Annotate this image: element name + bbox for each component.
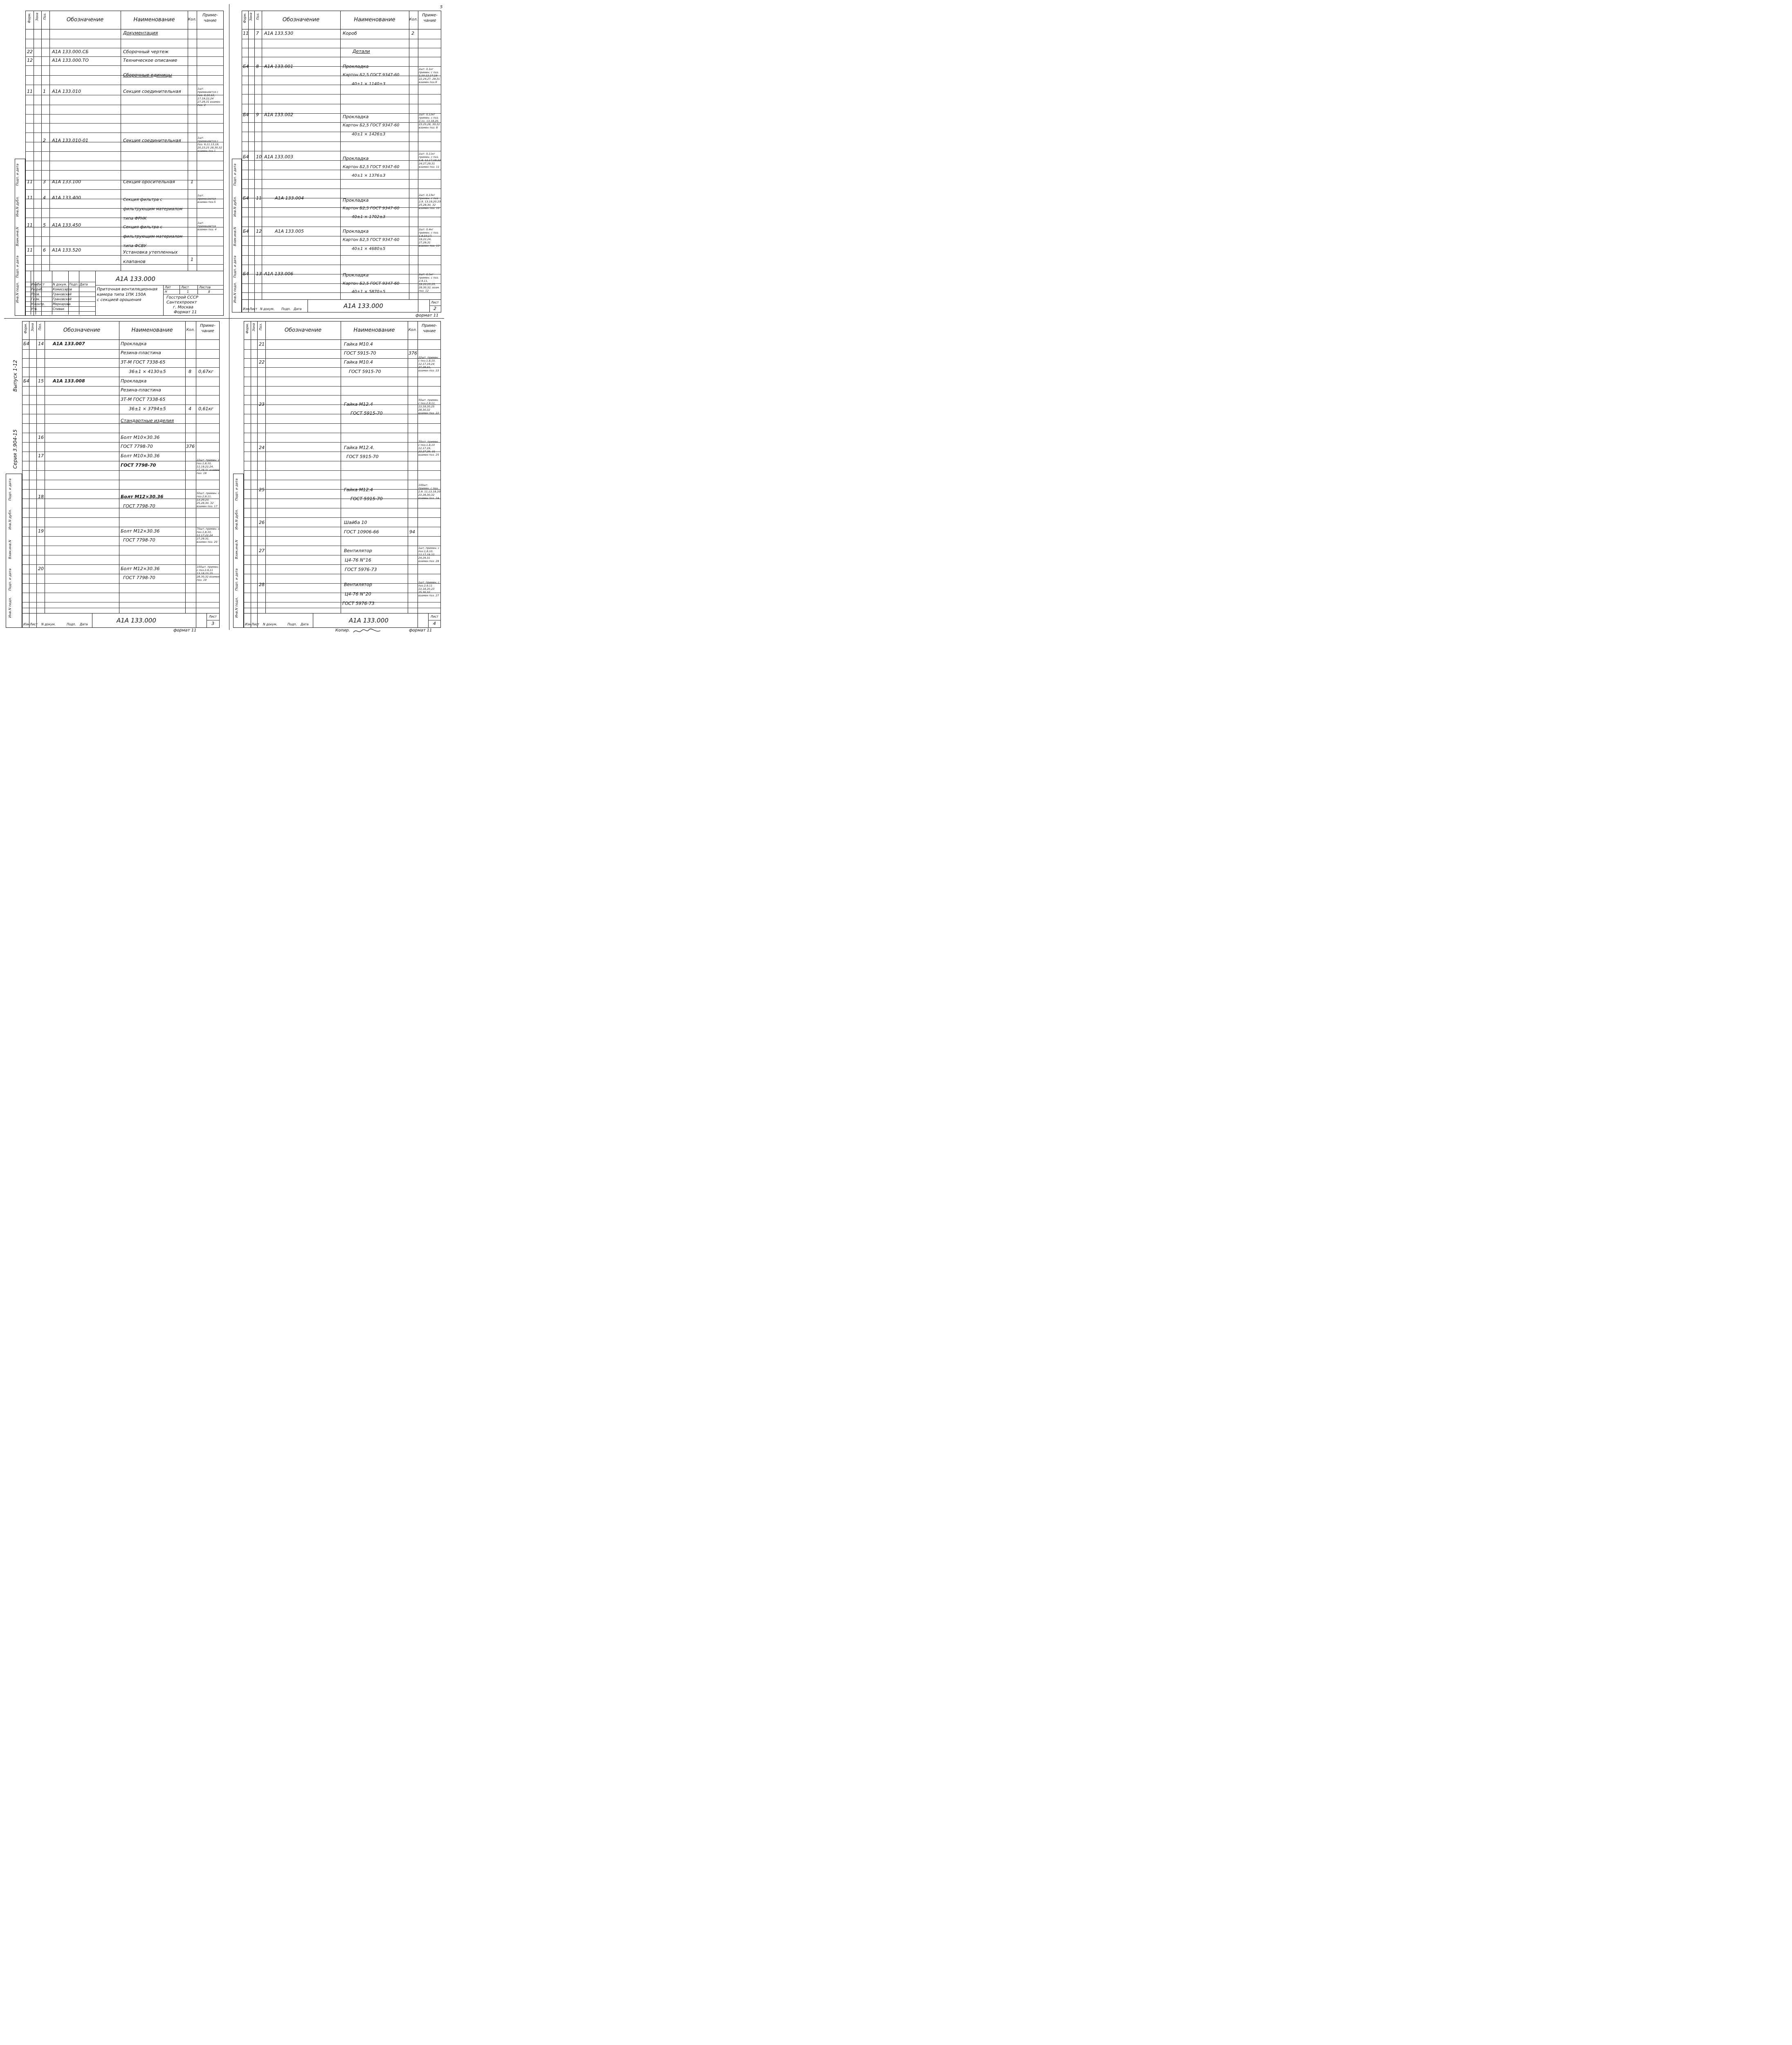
header-note: Приме-чание bbox=[202, 13, 218, 23]
side-label: Взам.инв.N bbox=[8, 540, 12, 559]
row-designation: А1А 133.004 bbox=[275, 196, 304, 201]
row-pos: 23 bbox=[259, 402, 265, 407]
side-label: Инв.N подл. bbox=[16, 282, 19, 303]
row-std: ГОСТ 5915-70 bbox=[344, 351, 376, 356]
row-designation: А1А 133.000.СБ bbox=[52, 49, 89, 54]
row-designation: А1А 133.010 bbox=[52, 89, 81, 94]
row-format: 11 bbox=[27, 222, 33, 228]
row-name: Болт М12×30.36 bbox=[121, 566, 160, 571]
change-header: Лист bbox=[252, 622, 260, 626]
side-label: Подп. и дата bbox=[233, 164, 237, 186]
row-pos: 26 bbox=[259, 520, 265, 525]
series-label: Серия 3.904-15 bbox=[12, 429, 18, 469]
row-material: Картон Б2,5 ГОСТ 9347-60 bbox=[343, 123, 400, 128]
header-qty: Кол. bbox=[186, 328, 195, 332]
sheets-value: 8 bbox=[208, 290, 210, 294]
org-line: Госстрой СССР bbox=[166, 295, 198, 300]
change-header: Лист bbox=[37, 283, 45, 286]
section-standard-items: Стандартные изделия bbox=[121, 418, 174, 423]
side-label: Подп. и дата bbox=[16, 256, 19, 278]
row-designation: А1А 133.006 bbox=[264, 271, 294, 276]
row-qty: 376 bbox=[409, 351, 417, 356]
row-format: Б4 bbox=[23, 341, 29, 346]
row-qty: 1 bbox=[191, 257, 193, 262]
row-std: ГОСТ 5915-70 bbox=[346, 454, 379, 459]
sheet-label: Лист bbox=[209, 615, 217, 618]
row-name: Болт М10×30.36 bbox=[121, 435, 160, 440]
header-qty: Кол. bbox=[409, 18, 418, 22]
row-note: 0,67кг bbox=[198, 369, 213, 374]
row-qty: 94 bbox=[409, 529, 415, 535]
row-std: ГОСТ 7798-70 bbox=[123, 575, 155, 580]
row-name: Прокладка bbox=[343, 229, 369, 234]
row-std: ГОСТ 5976-73 bbox=[345, 567, 377, 572]
row-note: 1шт. применяется взамен поз. 4 bbox=[198, 221, 217, 231]
row-material: Картон Б2,5 ГОСТ 9347-60 bbox=[343, 73, 400, 77]
row-pos: 5 bbox=[43, 222, 46, 228]
side-label: Подп. и дата bbox=[235, 479, 238, 501]
row-name: Гайка М10.4 bbox=[344, 360, 373, 365]
row-std: ГОСТ 7798-70 bbox=[123, 537, 155, 543]
row-size: 40±1 × 1702±3 bbox=[352, 215, 386, 219]
row-material: Картон Б2,5 ГОСТ 9347-60 bbox=[343, 238, 400, 242]
row-pos: 20 bbox=[38, 566, 44, 571]
org-line: г. Москва bbox=[173, 305, 193, 310]
row-material: Картон Б2,5 ГОСТ 9347-60 bbox=[343, 281, 400, 286]
header-note: Приме-чание bbox=[422, 13, 438, 23]
row-std: ГОСТ 5976-73 bbox=[342, 601, 375, 606]
format-label: формат 11 bbox=[409, 628, 432, 633]
row-format: 11 bbox=[27, 89, 33, 94]
side-label: Подп. и дата bbox=[233, 256, 237, 278]
side-label: Инв.N дубл. bbox=[16, 196, 19, 217]
change-header: N докум. bbox=[263, 622, 277, 626]
sheet-label: Лист bbox=[431, 615, 439, 618]
row-pos: 11 bbox=[256, 196, 262, 201]
side-label: Подп. и дата bbox=[8, 479, 12, 501]
sheet-number: 3 bbox=[211, 621, 214, 626]
row-size: 40±1 × 1140±3 bbox=[352, 82, 386, 86]
side-label: Инв.N дубл. bbox=[235, 509, 238, 530]
change-header: Подп. bbox=[67, 622, 76, 626]
row-note: 1шт. применяется с поз. 8,10,12, 17,19,22,24 27,29,31 взамен поз. 2 bbox=[198, 87, 220, 107]
row-designation: А1А 133.008 bbox=[53, 378, 85, 384]
role-label: Н.контр. bbox=[31, 302, 45, 306]
row-designation: А1А 133.530 bbox=[264, 31, 294, 36]
header-format: Форм. bbox=[27, 13, 31, 23]
role-label: Разраб. bbox=[31, 288, 43, 291]
row-name: Прокладка bbox=[343, 64, 369, 69]
row-name: Техническое описание bbox=[123, 58, 177, 63]
description-line: камера типа 1ПК 150А bbox=[97, 292, 146, 297]
row-name: Гайка М12.4 bbox=[344, 402, 373, 407]
row-format: Б4 bbox=[243, 154, 249, 160]
row-name: Прокладка bbox=[343, 198, 369, 203]
row-pos: 13 bbox=[256, 271, 262, 276]
row-note: 1шт. примен. с поз.2,9,11 13,18,20,23 25,30,32 взамен поз. 27 bbox=[418, 581, 440, 597]
row-name: Вентилятор bbox=[344, 548, 372, 553]
header-note: Приме-чание bbox=[422, 324, 437, 333]
section-documentation: Документация bbox=[123, 30, 158, 36]
row-pos: 2 bbox=[43, 138, 46, 143]
row-material: Резина-пластина bbox=[121, 350, 161, 355]
change-header: Подп. bbox=[69, 283, 79, 286]
header-designation: Обозначение bbox=[284, 327, 322, 333]
header-name: Наименование bbox=[133, 17, 175, 23]
change-header: N докум. bbox=[53, 283, 67, 286]
row-pos: 12 bbox=[256, 229, 262, 234]
side-label: Взам.инв.N bbox=[233, 227, 237, 246]
row-name: Установка утепленных клапанов bbox=[123, 249, 178, 264]
row-name: Гайка М12.4 bbox=[344, 487, 373, 492]
row-name: Секция соединительная bbox=[123, 89, 181, 94]
row-std: ГОСТ 7798-70 bbox=[121, 444, 153, 449]
title-block bbox=[26, 271, 223, 315]
side-label: Инв.N подл. bbox=[235, 597, 238, 618]
row-note: 22шт. примен. с поз.1,8,10, 12,19,22,24, 27,29,31 взамен поз. 18 bbox=[197, 458, 220, 475]
row-std: ГОСТ 5915-70 bbox=[350, 496, 383, 501]
row-std: ГОСТ 7798-70 bbox=[121, 463, 156, 468]
role-person: Грановский bbox=[53, 292, 72, 296]
row-note: 2шт. 0,13кг примен. с поз. 2,9, 13,18,20,23 25,28,30, 32 взамен поз. 10 bbox=[419, 193, 441, 210]
row-name: Секция фильтра с фильтрующим материалом типа ФСВУ bbox=[123, 225, 183, 248]
row-pos: 7 bbox=[256, 31, 259, 36]
change-header: Подп. bbox=[281, 307, 291, 311]
section-assembly-units: Сборочные единицы bbox=[123, 72, 172, 78]
doc-code: А1А 133.000 bbox=[117, 617, 156, 624]
row-spec: 3Т-М ГОСТ 7338-65 bbox=[121, 360, 166, 365]
row-note: 1шт. применяется с поз. 9,11,13,18, 20,23,25 28,30,32 взамен поз.1 bbox=[198, 136, 222, 153]
row-note: 100шт. примен. с поз.2,9,11 13,18,23,25 28,30,32 взамен поз. 19 bbox=[197, 565, 220, 582]
role-label: Гл.эк. bbox=[31, 297, 40, 301]
role-person: Меркарова bbox=[53, 302, 71, 306]
row-name: Болт М12×30.36 bbox=[121, 528, 160, 534]
header-zone: Зона bbox=[35, 13, 39, 21]
change-header: Дата bbox=[301, 622, 309, 626]
side-label: Взам.инв.N bbox=[16, 227, 19, 246]
row-format: 11 bbox=[27, 247, 33, 253]
side-label: Инв.N подл. bbox=[233, 282, 237, 303]
sheet-number: 4 bbox=[433, 621, 436, 626]
header-note: Приме-чание bbox=[200, 324, 216, 333]
row-pos: 18 bbox=[38, 494, 44, 499]
change-header: Изм. bbox=[243, 307, 250, 311]
row-pos: 3 bbox=[43, 179, 46, 184]
row-pos: 1 bbox=[43, 89, 46, 94]
header-qty: Кол. bbox=[188, 18, 197, 22]
header-format: Форм. bbox=[24, 323, 27, 334]
header-format: Форм. bbox=[245, 323, 249, 334]
row-spec: 3Т-М ГОСТ 7338-65 bbox=[121, 397, 166, 402]
row-format: Б4 bbox=[243, 112, 249, 117]
row-note: 100шт. примен. с поз. 2,9, 11,13,18,20 23,28,30,32 взамен поз. 24 bbox=[418, 483, 440, 500]
sheet-value: 1 bbox=[187, 290, 189, 294]
row-size: 36±1 × 3794±5 bbox=[129, 406, 166, 411]
row-note: 2шт. 0,5кг примен. с поз. 2,9,11, 18,20,23,25, 28,30,32, взам. поз. 12 bbox=[419, 273, 440, 292]
row-qty: 4 bbox=[189, 406, 191, 411]
page-number: 5 bbox=[440, 5, 443, 9]
sheet-label: Лист bbox=[181, 285, 189, 289]
row-name: Секция соединительная bbox=[123, 138, 181, 143]
row-designation: А1А 133.000.ТО bbox=[52, 58, 89, 63]
row-pos: 4 bbox=[43, 195, 46, 200]
row-designation: А1А 133.007 bbox=[53, 341, 85, 346]
side-label: Инв.N подл. bbox=[8, 597, 12, 618]
change-header: Дата bbox=[80, 283, 88, 286]
row-std: ГОСТ 5915-70 bbox=[350, 411, 383, 416]
copy-signature bbox=[353, 628, 381, 634]
doc-code: А1А 133.000 bbox=[349, 617, 388, 624]
format-label: Формат 11 bbox=[174, 310, 197, 315]
row-name: Шайба 10 bbox=[344, 520, 367, 525]
row-note: 2шт. 0,4кг примен. с поз. 1,8,10,17, 19,22,24, 27,29,31 взамен поз. 13 bbox=[419, 228, 440, 247]
row-material: Картон Б2,5 ГОСТ 9347-60 bbox=[343, 206, 400, 211]
org-line: Сантехпроект bbox=[166, 300, 197, 305]
row-name: Прокладка bbox=[343, 272, 369, 278]
role-label: Пров. bbox=[31, 292, 40, 296]
row-format: 22 bbox=[27, 49, 33, 54]
header-name: Наименование bbox=[131, 327, 173, 333]
row-pos: 10 bbox=[256, 154, 262, 160]
doc-code: А1А 133.000 bbox=[116, 275, 155, 283]
change-header: Изм. bbox=[31, 283, 38, 286]
row-designation: А1А 133.003 bbox=[264, 154, 294, 160]
side-label: Подп. и дата bbox=[235, 569, 238, 591]
row-note: 22шт. примен. с поз.1,8,10, 12,17,19,24 27,29,31, взамен поз. 23 bbox=[418, 356, 439, 372]
row-pos: 22 bbox=[259, 360, 265, 365]
row-designation: А1А 133.010-01 bbox=[52, 138, 88, 143]
change-header: Лист bbox=[30, 622, 38, 626]
row-name: Гайка М10.4 bbox=[344, 342, 373, 347]
row-pos: 24 bbox=[259, 445, 265, 450]
row-name: Вентилятор bbox=[344, 582, 372, 587]
doc-code: А1А 133.000 bbox=[344, 302, 383, 310]
sheet-3 bbox=[22, 321, 220, 628]
row-name: Болт М12×30.36 bbox=[121, 494, 164, 499]
row-designation: А1А 133.520 bbox=[52, 247, 81, 253]
row-pos: 14 bbox=[38, 341, 44, 346]
row-pos: 21 bbox=[259, 342, 265, 347]
row-pos: 16 bbox=[38, 435, 44, 440]
header-zone: Зона bbox=[249, 13, 253, 21]
header-zone: Зона bbox=[252, 323, 256, 332]
row-designation: А1А 133.001 bbox=[264, 64, 294, 69]
row-note: 50шт. примен. с поз.2,9,11, 13,20,23, 25,28,30, 32 взамен поз. 17 bbox=[197, 492, 220, 508]
row-material: Картон Б2,5 ГОСТ 9347-60 bbox=[343, 165, 400, 169]
header-pos: Поз. bbox=[38, 323, 42, 330]
row-name: Болт М10×30.36 bbox=[121, 453, 160, 458]
change-header: Изм. bbox=[23, 622, 31, 626]
row-note: 1шт. примен. с поз.1,8,10, 12,17,19,22 24,29,31 взамен поз. 28 bbox=[418, 546, 440, 563]
row-note: 70шт. примен. с поз.1,8,10 12,17,19, 22,27,29, 31 взамен поз. 25 bbox=[418, 440, 439, 456]
header-designation: Обозначение bbox=[66, 17, 104, 23]
row-model: Ц4-76 N°20 bbox=[345, 591, 371, 597]
sheets-label: Листов bbox=[199, 285, 211, 289]
row-name: Секция оросительная bbox=[123, 179, 175, 184]
sheet-label: Лист bbox=[431, 301, 439, 304]
sheet-4 bbox=[244, 321, 441, 628]
description-line: Приточная вентиляционная bbox=[97, 287, 158, 292]
row-qty: 376 bbox=[186, 444, 195, 449]
row-pos: 25 bbox=[259, 487, 265, 492]
side-label: Подп. и дата bbox=[16, 164, 19, 186]
header-name: Наименование bbox=[354, 17, 395, 23]
row-name: Прокладка bbox=[343, 156, 369, 161]
row-pos: 28 bbox=[259, 582, 265, 587]
row-size: 40±1 × 1376±3 bbox=[352, 173, 386, 178]
row-name: Прокладка bbox=[121, 378, 147, 384]
row-format: 11 bbox=[27, 179, 33, 184]
side-label: Инв.N дубл. bbox=[8, 509, 12, 530]
header-format: Форм. bbox=[243, 13, 247, 23]
role-person: Комиссаров bbox=[53, 288, 72, 291]
change-header: Дата bbox=[80, 622, 88, 626]
row-format: Б4 bbox=[243, 64, 249, 69]
change-header: N докум. bbox=[41, 622, 56, 626]
row-name: Гайка М12.4. bbox=[344, 445, 375, 450]
description-line: с секцией орошения bbox=[97, 298, 141, 302]
format-label: формат 11 bbox=[415, 313, 439, 318]
row-qty: 1 bbox=[191, 179, 193, 184]
row-pos: 27 bbox=[259, 548, 265, 553]
row-name: Сборочный чертеж bbox=[123, 49, 169, 54]
row-pos: 9 bbox=[256, 112, 259, 117]
header-pos: Поз. bbox=[256, 13, 260, 20]
row-format: 11 bbox=[27, 195, 33, 200]
stage-value: Н bbox=[165, 290, 167, 294]
row-note: 50шт. примен. с поз.2,9,11, 13,18,20,25 28,30,32 взамен поз. 22 bbox=[418, 398, 439, 415]
row-pos: 19 bbox=[38, 528, 44, 534]
row-designation: А1А 133.450 bbox=[52, 222, 81, 228]
sheet-number: 2 bbox=[433, 306, 436, 311]
row-format: 11 bbox=[243, 31, 249, 36]
row-name: Прокладка bbox=[121, 341, 147, 346]
row-pos: 6 bbox=[43, 247, 46, 253]
sheet-2 bbox=[242, 11, 441, 312]
change-header: N докум. bbox=[260, 307, 274, 311]
row-qty: 2 bbox=[411, 31, 414, 36]
row-pos: 17 bbox=[38, 453, 44, 458]
row-designation: А1А 133.400 bbox=[52, 195, 81, 200]
row-material: Резина-пластина bbox=[121, 387, 161, 393]
header-name: Наименование bbox=[353, 327, 395, 333]
side-label: Взам.инв.N bbox=[235, 540, 238, 559]
side-label: Инв.N дубл. bbox=[233, 196, 237, 217]
row-format: 12 bbox=[27, 58, 33, 63]
row-name: Короб bbox=[343, 31, 357, 36]
row-note: 2шт. 0,1кг примен. с поз. 1,10,12,17,19 22,24,27, 29,31 взамен поз.9 bbox=[419, 67, 440, 84]
header-pos: Поз. bbox=[43, 13, 47, 20]
change-header: Дата bbox=[294, 307, 302, 311]
row-qty: 8 bbox=[189, 369, 191, 374]
role-person: Грановский bbox=[53, 297, 72, 301]
row-pos: 8 bbox=[256, 64, 259, 69]
row-note: 70шт. примен. с поз.1,8,10, 12,17,22,24 27,29,31, взамен поз. 20 bbox=[197, 527, 220, 544]
role-label: Утв. bbox=[31, 307, 38, 311]
row-size: 36±1 × 4130±5 bbox=[129, 369, 166, 374]
row-note: 2шт. 0,12кг примен. с поз. 2,11, 13,18,20, 23,25,28, 30,32 взамен поз. 8 bbox=[419, 113, 440, 129]
row-note: 0,61кг bbox=[198, 406, 213, 411]
row-designation: А1А 133.002 bbox=[264, 112, 294, 117]
section-parts: Детали bbox=[353, 49, 370, 54]
header-designation: Обозначение bbox=[282, 17, 320, 23]
row-designation: А1А 133.005 bbox=[275, 229, 304, 234]
row-note: 2шт. 0,11кг примен. с поз. 1,8, 12,17,19,22 24,27,29,31 взамен поз. 11 bbox=[419, 152, 441, 169]
role-person: Спивак bbox=[53, 307, 65, 311]
row-size: 40±1 × 4680±5 bbox=[352, 247, 386, 251]
issue-label: Выпуск 1-12 bbox=[12, 360, 18, 392]
row-std: ГОСТ 7798-70 bbox=[123, 503, 155, 509]
side-label: Подп. и дата bbox=[8, 569, 12, 591]
change-header: Лист bbox=[249, 307, 258, 311]
change-header: Изм. bbox=[245, 622, 252, 626]
copy-label: Копир. bbox=[335, 628, 350, 633]
header-zone: Зона bbox=[31, 323, 34, 332]
row-model: Ц4-76 N°16 bbox=[345, 557, 371, 563]
sheet-1 bbox=[25, 11, 224, 316]
header-qty: Кол. bbox=[408, 328, 417, 332]
row-size: 40±1 × 1426±3 bbox=[352, 132, 386, 137]
row-format: Б4 bbox=[243, 229, 249, 234]
row-size: 40±1 × 5870±5 bbox=[352, 290, 386, 294]
row-format: Б4 bbox=[243, 271, 249, 276]
row-format: Б4 bbox=[23, 378, 29, 384]
header-designation: Обозначение bbox=[63, 327, 101, 333]
format-label: формат 11 bbox=[173, 628, 197, 633]
change-header: Подп. bbox=[287, 622, 297, 626]
row-std: ГОСТ 10906-66 bbox=[344, 529, 379, 535]
row-format: Б4 bbox=[243, 196, 249, 201]
row-name: Прокладка bbox=[343, 114, 369, 119]
page-divider bbox=[4, 318, 444, 319]
row-std: ГОСТ 5915-70 bbox=[349, 369, 381, 374]
row-designation: А1А 133.100 bbox=[52, 179, 81, 184]
row-note: 1шт. применяется взамен поз.5 bbox=[198, 194, 216, 204]
header-pos: Поз. bbox=[259, 323, 263, 330]
row-pos: 15 bbox=[38, 378, 44, 384]
stage-label: Лит bbox=[165, 285, 171, 289]
row-name: Секция фильтра с фильтрующим материалом типа ФРНК bbox=[123, 198, 183, 221]
